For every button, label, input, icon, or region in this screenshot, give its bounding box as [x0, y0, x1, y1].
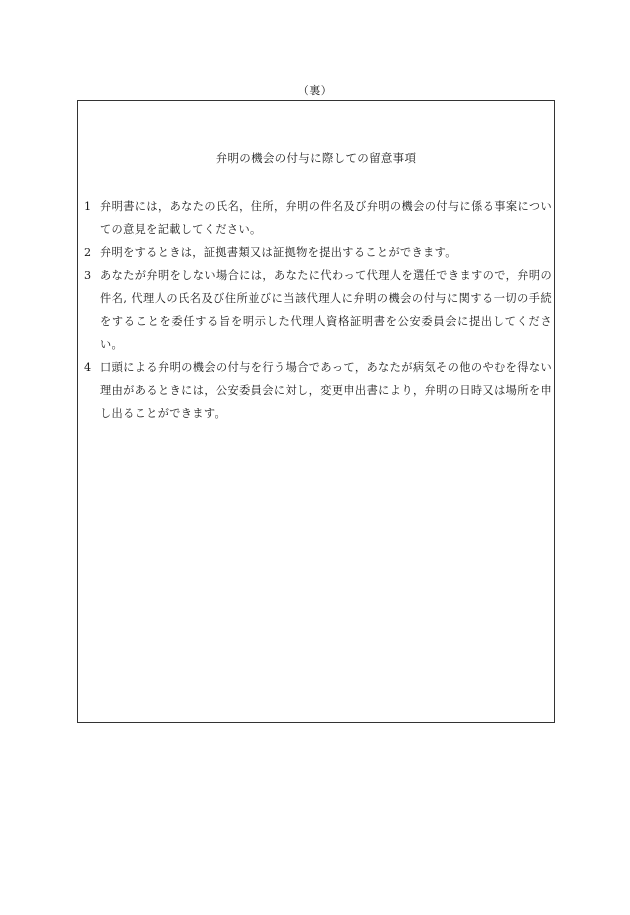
notice-item-3: [84, 264, 552, 356]
notice-item-4: [84, 356, 552, 425]
notice-item-text: 弁明書には，あなたの氏名，住所，弁明の件名及び弁明の機会の付与に係る事案についての意見を記載してください。: [100, 200, 552, 236]
notice-item-2: [84, 241, 552, 264]
notice-title: 弁明の機会の付与に際しての留意事項: [215, 151, 417, 165]
notice-item-1: [84, 195, 552, 241]
notice-item-text: 弁明をするときは，証拠書類又は証拠物を提出することができます。: [100, 246, 457, 259]
notice-item-text: 口頭による弁明の機会の付与を行う場合であって，あなたが病気その他のやむを得ない理由があるときには，公安委員会に対し，変更申出書により，弁明の日時又は場所を申し出ることができます。: [100, 361, 552, 420]
notice-box: [77, 100, 555, 723]
notice-item-number: 1: [84, 200, 92, 213]
notice-item-number: 3: [84, 269, 92, 282]
notice-list: [84, 195, 552, 425]
notice-item-number: 4: [84, 361, 92, 374]
notice-item-number: 2: [84, 246, 92, 259]
page-side-label: （裏）: [297, 84, 333, 97]
notice-item-text: あなたが弁明をしない場合には，あなたに代わって代理人を選任できますので，弁明の件名, 代理人の氏名及び住所並びに当該代理人に弁明の機会の付与に関する一切の手続をすることを委任する旨を明示した代理人資格証明書を公安委員会に提出してください。: [100, 269, 552, 351]
